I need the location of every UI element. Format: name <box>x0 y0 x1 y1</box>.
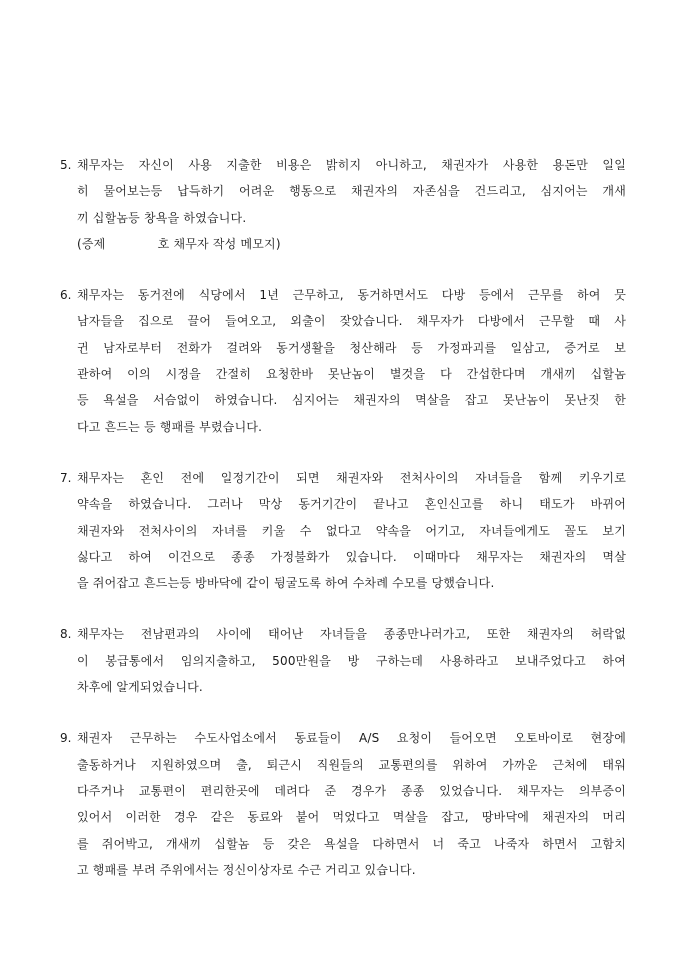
text-line: 끼 십할놈등 창욕을 하였습니다. <box>77 210 247 225</box>
paragraph-item-9 <box>60 725 626 883</box>
numbered-paragraph-list <box>60 152 626 908</box>
text-line: 다주거나 교통편이 편리한곳에 데려다 준 경우가 종종 있었습니다. 채무자는 의부증이 <box>77 783 626 798</box>
text-line: 채무자는 혼인 전에 일정기간이 되면 채권자와 전처사이의 자녀들을 함께 키우기로 <box>77 470 626 485</box>
text-line: 차후에 알게되었습니다. <box>77 680 203 695</box>
text-line: 관하여 이의 시정을 간절히 요청한바 못난놈이 별것을 다 간섭한다며 개새끼 십할놈 <box>77 367 626 382</box>
text-line: 등 욕설을 서슴없이 하였습니다. 심지어는 채권자의 멱살을 잡고 못난놈이 못난짓 한 <box>77 393 626 408</box>
text-line: 채권자와 전처사이의 자녀를 키울 수 없다고 약속을 어기고, 자녀들에게도 꼴도 보기 <box>77 523 626 538</box>
paragraph-text <box>77 725 626 883</box>
text-line: 채무자는 전남편과의 사이에 태어난 자녀들을 종종만나러가고, 또한 채권자의 허락없 <box>77 627 626 642</box>
evidence-note: (증제 호 채무자 작성 메모지) <box>77 236 281 251</box>
text-line: 채무자는 자신이 사용 지출한 비용은 밝히지 아니하고, 채권자가 사용한 용돈만 일일 <box>77 158 626 172</box>
text-line: 다고 흔드는 등 행패를 부렸습니다. <box>77 419 263 434</box>
paragraph-item-5 <box>60 152 626 257</box>
paragraph-number: 7. <box>60 470 72 485</box>
paragraph-text <box>77 621 626 700</box>
text-line: 를 쥐어박고, 개새끼 십할놈 등 갖은 욕설을 다하면서 너 죽고 나죽자 하면서 고함치 <box>77 836 626 851</box>
text-line: 남자들을 집으로 끌어 들여오고, 외출이 잦았습니다. 채무자가 다방에서 근무할 때 사 <box>77 314 626 329</box>
paragraph-number: 6. <box>60 288 72 303</box>
text-line: 이 봉급통에서 임의지출하고, 500만원을 방 구하는데 사용하라고 보내주었다고 하여 <box>77 653 626 668</box>
paragraph-item-7 <box>60 465 626 596</box>
paragraph-item-6 <box>60 282 626 440</box>
text-line: 귄 남자로부터 전화가 걸려와 동거생활을 청산해라 등 가정파괴를 일삼고, 증거로 보 <box>77 340 626 355</box>
text-line: 채권자 근무하는 수도사업소에서 동료들이 A/S 요청이 들어오면 오토바이로 현장에 <box>77 731 626 746</box>
paragraph-text <box>77 282 626 440</box>
paragraph-text <box>77 152 626 257</box>
paragraph-item-8 <box>60 621 626 700</box>
text-line: 을 쥐어잡고 흔드는등 방바닥에 같이 뒹굴도록 하여 수차례 수모를 당했습니다. <box>77 576 495 591</box>
text-line: 채무자는 동거전에 식당에서 1년 근무하고, 동거하면서도 다방 등에서 근무를 하여 뭇 <box>77 288 626 303</box>
paragraph-number: 9. <box>60 731 72 746</box>
text-line: 히 물어보는등 납득하기 어려운 행동으로 채권자의 자존심을 건드리고, 심지어는 개새 <box>77 184 626 199</box>
text-line: 싫다고 하여 이건으로 종종 가정불화가 있습니다. 이때마다 채무자는 채권자의 멱살 <box>77 549 626 564</box>
paragraph-number: 8. <box>60 627 72 642</box>
text-line: 약속을 하였습니다. 그러나 막상 동거기간이 끝나고 혼인신고를 하니 태도가 바뀌어 <box>77 497 626 512</box>
text-line: 출동하거나 지원하였으며 출, 퇴근시 직원들의 교통편의를 위하여 가까운 근처에 태워 <box>77 757 626 772</box>
paragraph-text <box>77 465 626 596</box>
paragraph-number: 5. <box>60 158 72 172</box>
text-line: 있어서 이러한 경우 같은 동료와 붙어 먹었다고 멱살을 잡고, 땅바닥에 채권자의 머리 <box>77 810 626 825</box>
text-line: 고 행패를 부려 주위에서는 정신이상자로 수근 거리고 있습니다. <box>77 862 416 877</box>
